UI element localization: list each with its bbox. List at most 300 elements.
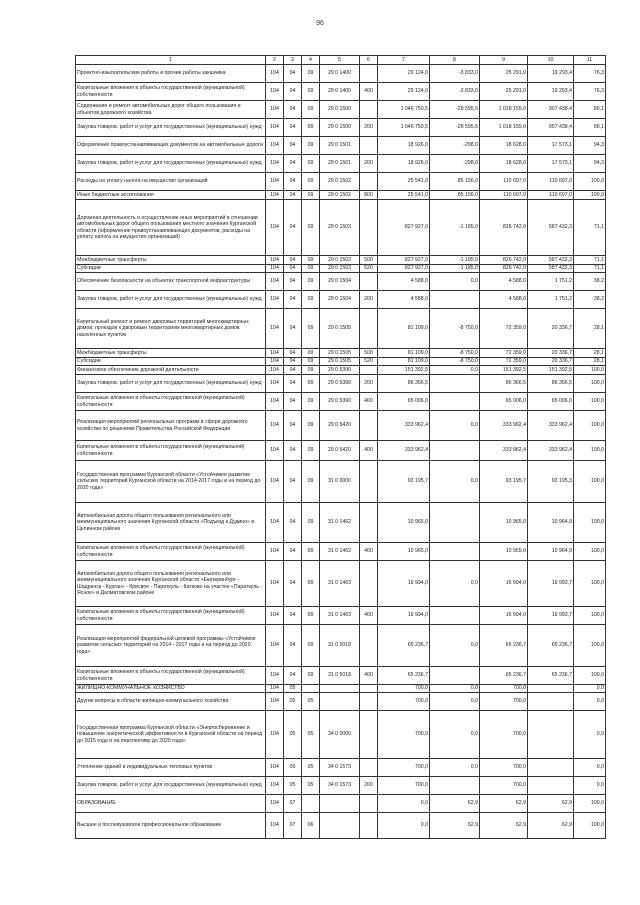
table-row xyxy=(76,291,606,309)
table-row xyxy=(76,561,606,607)
row-code-3: 07 xyxy=(284,813,302,839)
row-value-10 xyxy=(528,777,574,795)
row-value-11: 94,3 xyxy=(574,155,606,173)
row-value-10: 16 993,7 xyxy=(528,607,574,625)
row-code-3: 04 xyxy=(284,411,302,441)
row-value-11: 76,3 xyxy=(574,65,606,83)
row-code-2: 104 xyxy=(266,65,284,83)
row-code-2: 104 xyxy=(266,137,284,155)
table-row xyxy=(76,173,606,191)
row-code-3: 04 xyxy=(284,137,302,155)
row-value-8: 0,0 xyxy=(430,366,480,375)
row-value-7: 827 927,0 xyxy=(378,265,430,273)
row-value-9: 10 965,0 xyxy=(480,543,528,561)
row-code-3: 05 xyxy=(284,711,302,759)
row-code-5 xyxy=(320,685,360,693)
row-code-4: 09 xyxy=(302,265,320,273)
row-value-8: -1 185,0 xyxy=(430,200,480,256)
column-header: 5 xyxy=(320,56,360,65)
row-code-5: 29 0 1505 xyxy=(320,358,360,366)
row-value-9: 72 359,0 xyxy=(480,358,528,366)
row-value-8: -28 595,5 xyxy=(430,119,480,137)
row-code-2: 104 xyxy=(266,309,284,349)
row-value-7: 700,0 xyxy=(378,759,430,777)
row-code-2: 104 xyxy=(266,503,284,543)
row-value-11: 100,0 xyxy=(574,813,606,839)
row-value-8 xyxy=(430,375,480,393)
row-value-11: 28,1 xyxy=(574,349,606,358)
row-code-6 xyxy=(360,411,378,441)
row-code-5: 31 0 1462 xyxy=(320,543,360,561)
row-value-11: 100,0 xyxy=(574,411,606,441)
table-row xyxy=(76,711,606,759)
row-value-9: 826 742,0 xyxy=(480,265,528,273)
row-value-11: 0,0 xyxy=(574,711,606,759)
row-name: Финансовое обеспечение дорожной деятельности xyxy=(76,366,266,375)
row-value-11: 100,0 xyxy=(574,561,606,607)
row-value-8: 85 156,0 xyxy=(430,173,480,191)
row-code-2: 104 xyxy=(266,349,284,358)
column-header: 2 xyxy=(266,56,284,65)
row-code-4: 09 xyxy=(302,101,320,119)
row-code-2: 104 xyxy=(266,759,284,777)
row-code-5: 31 0 1463 xyxy=(320,561,360,607)
column-header: 11 xyxy=(574,56,606,65)
row-code-3: 04 xyxy=(284,83,302,101)
row-value-9: 110 697,0 xyxy=(480,191,528,200)
row-value-11: 0,0 xyxy=(574,777,606,795)
row-value-10: 17 573,1 xyxy=(528,155,574,173)
table-row xyxy=(76,101,606,119)
row-code-4: 09 xyxy=(302,291,320,309)
row-value-10 xyxy=(528,711,574,759)
row-code-2: 104 xyxy=(266,155,284,173)
table-row xyxy=(76,349,606,358)
row-value-9: 333 962,4 xyxy=(480,411,528,441)
row-name: Закупка товаров, работ и услуг для государственных (муниципальных) нужд xyxy=(76,155,266,173)
row-value-10: 151 392,5 xyxy=(528,366,574,375)
row-code-2: 104 xyxy=(266,83,284,101)
row-value-7: 81 109,0 xyxy=(378,358,430,366)
row-code-2: 104 xyxy=(266,358,284,366)
row-code-4: 09 xyxy=(302,375,320,393)
row-code-2: 104 xyxy=(266,393,284,411)
row-value-10: 10 964,9 xyxy=(528,503,574,543)
column-header: 7 xyxy=(378,56,430,65)
row-code-6 xyxy=(360,309,378,349)
table-row xyxy=(76,393,606,411)
row-code-2: 104 xyxy=(266,119,284,137)
row-value-11: 0,0 xyxy=(574,693,606,711)
row-value-11: 100,0 xyxy=(574,607,606,625)
row-value-11: 100,0 xyxy=(574,191,606,200)
table-row xyxy=(76,685,606,693)
table-row xyxy=(76,441,606,461)
row-value-9: 700,0 xyxy=(480,693,528,711)
row-code-4: 09 xyxy=(302,667,320,685)
row-value-9: 18 628,0 xyxy=(480,137,528,155)
row-value-11: 100,0 xyxy=(574,667,606,685)
row-code-6 xyxy=(360,711,378,759)
row-value-11: 28,1 xyxy=(574,309,606,349)
row-code-6 xyxy=(360,503,378,543)
row-code-4: 09 xyxy=(302,411,320,441)
row-value-8: 0,0 xyxy=(430,411,480,441)
row-name: Капитальный ремонт и ремонт дворовых территорий многоквартирных домов, проездов к дворовым территориям многоквартирных домов населенных пунктов xyxy=(76,309,266,349)
row-code-2: 104 xyxy=(266,795,284,813)
row-code-3: 04 xyxy=(284,256,302,265)
row-value-9: 65 236,7 xyxy=(480,625,528,667)
row-value-7: 827 927,0 xyxy=(378,200,430,256)
row-code-2: 104 xyxy=(266,461,284,503)
row-code-2: 104 xyxy=(266,200,284,256)
row-value-7: 333 962,4 xyxy=(378,441,430,461)
row-code-2: 104 xyxy=(266,711,284,759)
row-code-3: 07 xyxy=(284,795,302,813)
row-value-9: 16 994,0 xyxy=(480,561,528,607)
table-row xyxy=(76,777,606,795)
row-code-2: 104 xyxy=(266,693,284,711)
row-code-5: 29 0 1503 xyxy=(320,265,360,273)
table-row xyxy=(76,119,606,137)
row-name: Государственная программа Курганской области «Энергосбережение и повышение энергетической эффективности в Курганской области на период до 2015 года и на перспективу до 2020 года» xyxy=(76,711,266,759)
row-value-8: -8 750,0 xyxy=(430,309,480,349)
table-row xyxy=(76,256,606,265)
row-code-3: 04 xyxy=(284,101,302,119)
row-code-5: 29 0 1504 xyxy=(320,291,360,309)
row-code-2: 104 xyxy=(266,273,284,291)
table-row xyxy=(76,543,606,561)
row-code-3: 04 xyxy=(284,200,302,256)
row-code-2: 104 xyxy=(266,561,284,607)
row-code-6: 500 xyxy=(360,349,378,358)
row-code-5: 31 0 0000 xyxy=(320,461,360,503)
row-value-9: 700,0 xyxy=(480,711,528,759)
row-value-9: 333 962,4 xyxy=(480,441,528,461)
row-value-8: 62,9 xyxy=(430,795,480,813)
row-code-2: 104 xyxy=(266,441,284,461)
row-code-4: 05 xyxy=(302,693,320,711)
row-code-4: 09 xyxy=(302,366,320,375)
row-value-11: 100,0 xyxy=(574,366,606,375)
row-value-11: 28,1 xyxy=(574,358,606,366)
table-row xyxy=(76,366,606,375)
row-name: Капитальные вложения в объекты государственной (муниципальной) собственности xyxy=(76,441,266,461)
row-name: ОБРАЗОВАНИЕ xyxy=(76,795,266,813)
row-code-4 xyxy=(302,685,320,693)
row-value-9: 700,0 xyxy=(480,777,528,795)
row-code-2: 104 xyxy=(266,667,284,685)
row-value-10: 587 432,3 xyxy=(528,265,574,273)
row-code-6 xyxy=(360,366,378,375)
row-name: Высшее и послевузовское профессиональное образование xyxy=(76,813,266,839)
row-code-3: 04 xyxy=(284,607,302,625)
row-value-11: 100,0 xyxy=(574,393,606,411)
row-value-7: 16 994,0 xyxy=(378,607,430,625)
row-code-4: 09 xyxy=(302,607,320,625)
row-code-3: 04 xyxy=(284,309,302,349)
row-value-7: 700,0 xyxy=(378,711,430,759)
row-code-5: 29 0 5420 xyxy=(320,411,360,441)
row-value-9: 700,0 xyxy=(480,759,528,777)
table-row xyxy=(76,503,606,543)
row-value-8: 0,0 xyxy=(430,561,480,607)
row-code-4: 05 xyxy=(302,759,320,777)
row-name: Оформление правоустанавливающих документов на автомобильные дороги xyxy=(76,137,266,155)
row-code-3: 04 xyxy=(284,291,302,309)
row-name: Автомобильная дорога общего пользования регионального или межмуниципального значения Курганской области «Екатеринбург - Шадринск - Курган» - Крисвое - Параткуль - Катково на участке «Параткуль - Ясное» в Далматовском районе xyxy=(76,561,266,607)
row-code-4: 09 xyxy=(302,461,320,503)
row-code-3: 04 xyxy=(284,119,302,137)
row-code-6: 400 xyxy=(360,393,378,411)
row-code-3: 04 xyxy=(284,375,302,393)
row-code-4: 09 xyxy=(302,358,320,366)
row-value-9: 25 291,0 xyxy=(480,65,528,83)
row-code-6 xyxy=(360,693,378,711)
row-value-8: -3 833,0 xyxy=(430,83,480,101)
row-value-9: 826 742,0 xyxy=(480,200,528,256)
row-value-10: 19 293,4 xyxy=(528,83,574,101)
row-value-8: 0,0 xyxy=(430,693,480,711)
row-code-4: 09 xyxy=(302,119,320,137)
row-value-11: 71,1 xyxy=(574,200,606,256)
row-code-4: 09 xyxy=(302,503,320,543)
table-row xyxy=(76,137,606,155)
row-value-8 xyxy=(430,667,480,685)
row-code-2: 104 xyxy=(266,366,284,375)
row-value-9: 86 366,5 xyxy=(480,375,528,393)
row-value-10: 20 336,7 xyxy=(528,349,574,358)
row-code-2: 104 xyxy=(266,375,284,393)
row-name: Реализация мероприятий региональных программ в сфере дорожного хозяйства по решениям Правительства Российской Федерации xyxy=(76,411,266,441)
row-value-10: 333 962,4 xyxy=(528,411,574,441)
row-code-3: 04 xyxy=(284,265,302,273)
row-code-2: 104 xyxy=(266,265,284,273)
row-value-11: 0,0 xyxy=(574,759,606,777)
row-code-5: 29 0 1504 xyxy=(320,273,360,291)
row-code-3: 04 xyxy=(284,393,302,411)
row-value-11: 89,1 xyxy=(574,119,606,137)
row-value-8: -8 750,0 xyxy=(430,349,480,358)
row-code-6 xyxy=(360,173,378,191)
row-code-4: 05 xyxy=(302,711,320,759)
row-value-8 xyxy=(430,503,480,543)
row-code-3: 04 xyxy=(284,561,302,607)
row-value-7: 65 236,7 xyxy=(378,667,430,685)
row-code-5: 29 0 5420 xyxy=(320,441,360,461)
row-code-5: 29 0 1500 xyxy=(320,101,360,119)
row-value-7: 16 994,0 xyxy=(378,561,430,607)
row-code-6 xyxy=(360,101,378,119)
row-code-3: 04 xyxy=(284,667,302,685)
page-number: 96 xyxy=(316,20,324,27)
row-name: Обеспечение безопасности на объектах транспортной инфраструктуры xyxy=(76,273,266,291)
row-value-10: 93 195,3 xyxy=(528,461,574,503)
row-value-7: 18 926,0 xyxy=(378,137,430,155)
row-code-6 xyxy=(360,685,378,693)
row-value-10: 1 751,2 xyxy=(528,273,574,291)
row-value-7: 827 927,0 xyxy=(378,256,430,265)
row-value-8: -1 185,0 xyxy=(430,256,480,265)
row-value-8 xyxy=(430,543,480,561)
row-code-5: 31 0 5018 xyxy=(320,667,360,685)
row-code-6: 520 xyxy=(360,358,378,366)
column-header: 4 xyxy=(302,56,320,65)
table-row xyxy=(76,375,606,393)
row-value-9: 72 359,0 xyxy=(480,349,528,358)
row-name: Капитальные вложения в объекты государственной (муниципальной) собственности xyxy=(76,393,266,411)
table-row xyxy=(76,65,606,83)
row-code-5: 31 0 1463 xyxy=(320,607,360,625)
row-code-6: 520 xyxy=(360,265,378,273)
row-code-5: 31 0 1462 xyxy=(320,503,360,543)
row-value-10 xyxy=(528,685,574,693)
row-code-3: 04 xyxy=(284,441,302,461)
row-value-9: 151 392,5 xyxy=(480,366,528,375)
row-code-4: 09 xyxy=(302,191,320,200)
row-name: Субсидии xyxy=(76,265,266,273)
row-value-10: 20 336,7 xyxy=(528,358,574,366)
row-code-5 xyxy=(320,693,360,711)
row-code-6: 200 xyxy=(360,155,378,173)
table-row xyxy=(76,309,606,349)
row-code-5 xyxy=(320,813,360,839)
table-row xyxy=(76,83,606,101)
column-header: 1 xyxy=(76,56,266,65)
row-code-6: 500 xyxy=(360,256,378,265)
row-value-8 xyxy=(430,777,480,795)
row-code-3: 04 xyxy=(284,543,302,561)
row-code-3: 04 xyxy=(284,503,302,543)
row-code-2: 104 xyxy=(266,777,284,795)
row-code-4: 09 xyxy=(302,393,320,411)
row-code-6: 400 xyxy=(360,667,378,685)
row-name: Межбюджетные трансферты xyxy=(76,256,266,265)
row-value-8: -298,0 xyxy=(430,137,480,155)
row-name: Закупка товаров, работ и услуг для государственных (муниципальных) нужд xyxy=(76,291,266,309)
row-value-10: 86 366,5 xyxy=(528,375,574,393)
row-code-2: 104 xyxy=(266,543,284,561)
row-name: Другие вопросы в области жилищно-коммунального хозяйства xyxy=(76,693,266,711)
row-code-4: 09 xyxy=(302,561,320,607)
row-code-5: 29 0 1503 xyxy=(320,200,360,256)
row-value-10: 16 993,7 xyxy=(528,561,574,607)
row-value-9: 65 006,0 xyxy=(480,393,528,411)
row-code-4: 09 xyxy=(302,543,320,561)
row-value-8: 0,0 xyxy=(430,273,480,291)
row-value-7: 1 046 750,5 xyxy=(378,119,430,137)
row-code-2: 104 xyxy=(266,625,284,667)
row-code-6: 400 xyxy=(360,543,378,561)
row-value-8: -3 833,0 xyxy=(430,65,480,83)
row-code-3: 04 xyxy=(284,366,302,375)
row-code-3: 04 xyxy=(284,461,302,503)
row-code-3: 04 xyxy=(284,349,302,358)
table-row xyxy=(76,607,606,625)
row-code-6 xyxy=(360,625,378,667)
row-code-3: 05 xyxy=(284,685,302,693)
row-value-11: 100,0 xyxy=(574,503,606,543)
row-value-9: 62,9 xyxy=(480,795,528,813)
row-code-4: 09 xyxy=(302,441,320,461)
row-code-3: 05 xyxy=(284,693,302,711)
column-header: 9 xyxy=(480,56,528,65)
row-value-8 xyxy=(430,291,480,309)
row-code-6: 400 xyxy=(360,607,378,625)
row-value-8: 62,9 xyxy=(430,813,480,839)
row-value-8: -298,0 xyxy=(430,155,480,173)
row-name: ЖИЛИЩНО-КОММУНАЛЬНОЕ ХОЗЯЙСТВО xyxy=(76,685,266,693)
row-code-2: 104 xyxy=(266,191,284,200)
row-code-6: 400 xyxy=(360,441,378,461)
row-value-10: 1 751,2 xyxy=(528,291,574,309)
row-value-7: 700,0 xyxy=(378,693,430,711)
row-value-10: 333 962,4 xyxy=(528,441,574,461)
table-row xyxy=(76,759,606,777)
row-value-11: 89,1 xyxy=(574,101,606,119)
row-value-10: 65 006,0 xyxy=(528,393,574,411)
row-code-5: 29 0 1501 xyxy=(320,137,360,155)
row-code-6: 200 xyxy=(360,119,378,137)
row-code-4: 09 xyxy=(302,273,320,291)
table-row xyxy=(76,155,606,173)
row-name: Закупка товаров, работ и услуг для государственных (муниципальных) нужд xyxy=(76,777,266,795)
row-value-10: 110 697,0 xyxy=(528,173,574,191)
row-value-9: 16 994,0 xyxy=(480,607,528,625)
row-value-7: 81 109,0 xyxy=(378,349,430,358)
row-value-9: 1 018 155,0 xyxy=(480,101,528,119)
row-value-8: 85 156,0 xyxy=(430,191,480,200)
row-value-9: 93 195,7 xyxy=(480,461,528,503)
row-code-3: 04 xyxy=(284,65,302,83)
row-name: Утепление зданий и индивидуальных тепловых пунктов xyxy=(76,759,266,777)
table-row xyxy=(76,358,606,366)
row-name: Субсидии xyxy=(76,358,266,366)
row-value-11: 100,0 xyxy=(574,173,606,191)
row-value-7: 4 588,0 xyxy=(378,291,430,309)
row-code-2: 104 xyxy=(266,411,284,441)
row-value-9: 700,0 xyxy=(480,685,528,693)
row-value-9: 826 742,0 xyxy=(480,256,528,265)
row-code-5: 29 0 1502 xyxy=(320,173,360,191)
row-code-3: 04 xyxy=(284,191,302,200)
row-code-6 xyxy=(360,813,378,839)
row-value-9: 10 965,0 xyxy=(480,503,528,543)
row-value-10: 10 964,9 xyxy=(528,543,574,561)
row-code-3: 04 xyxy=(284,173,302,191)
row-value-10: 20 336,7 xyxy=(528,309,574,349)
row-value-8: -8 750,0 xyxy=(430,358,480,366)
row-value-10: 907 438,4 xyxy=(528,119,574,137)
row-value-9: 65 236,7 xyxy=(480,667,528,685)
table-row xyxy=(76,625,606,667)
row-code-6: 200 xyxy=(360,291,378,309)
row-code-2: 104 xyxy=(266,607,284,625)
row-code-6 xyxy=(360,137,378,155)
row-value-7: 29 124,0 xyxy=(378,83,430,101)
row-value-7: 4 588,0 xyxy=(378,273,430,291)
row-name: Межбюджетные трансферты xyxy=(76,349,266,358)
row-value-10: 62,9 xyxy=(528,795,574,813)
row-value-8: -1 185,0 xyxy=(430,265,480,273)
row-value-9: 25 291,0 xyxy=(480,83,528,101)
row-code-4: 09 xyxy=(302,83,320,101)
row-value-11: 100,0 xyxy=(574,461,606,503)
row-value-11: 38,2 xyxy=(574,291,606,309)
row-value-9: 62,9 xyxy=(480,813,528,839)
row-value-7: 700,0 xyxy=(378,777,430,795)
row-code-4: 09 xyxy=(302,137,320,155)
